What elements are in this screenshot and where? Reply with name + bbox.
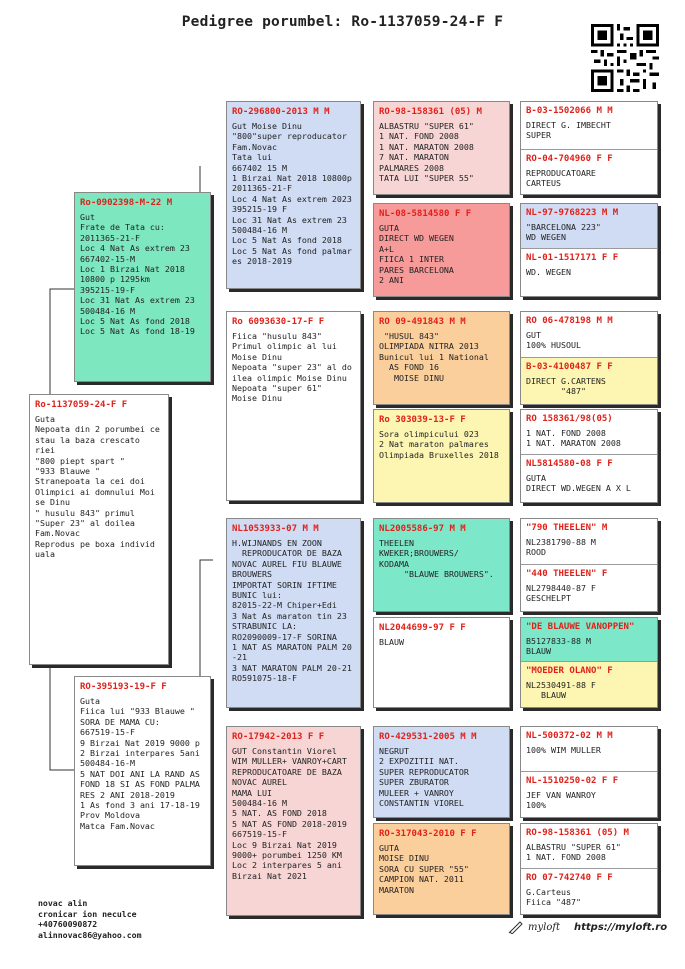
ring-number: RO-296800-2013 M M	[232, 107, 330, 117]
pigeon-card-sire-sire[interactable]	[226, 101, 361, 289]
pigeon-card-gen4-13[interactable]	[521, 727, 657, 771]
pigeon-notes: GUT Constantin Viorel WIM MULLER+ VANROY+CART REPRODUCATOARE DE BAZA NOVAC AUREL MAMA LUI 500484-16 M 5 NAT. AS FOND 2018 5 NAT AS FOND 2018-2019 667519-15-F Loc 9 Birzai Nat 2019 9000+ porumbei 1250 KM Loc 2 interpares 5 ani Birzai Nat 2021	[232, 746, 347, 881]
ring-number: RO-04-704960 F F	[526, 154, 613, 164]
ring-number: RO-98-158361 (05) M	[526, 828, 629, 838]
ring-number: NL2005586-97 M M	[379, 524, 466, 534]
pigeon-card-gen4-14[interactable]	[521, 771, 657, 818]
pen-icon	[508, 920, 524, 934]
ring-number: RO 09-491843 M M	[379, 317, 466, 327]
pigeon-card-gen4-11[interactable]	[521, 618, 657, 661]
pigeon-card-dam[interactable]	[74, 676, 211, 866]
qr-code	[591, 24, 659, 92]
pigeon-notes: ALBASTRU "SUPER 61" 1 NAT. FOND 2008	[526, 842, 621, 863]
pigeon-notes: Guta Fiica lui "933 Blauwe " SORA DE MAMA CU: 667519-15-F 9 Birzai Nat 2019 9000 p 2 Birzai interpares 5ani 500484-16-M 5 NAT DOI ANI LA RAND AS FOND 18 SI AS FOND PALMA RES 2 ANI 2018-2019 1 As fond 3 ani 17-18-19 Prov Moldova Matca Fam.Novac	[80, 696, 200, 831]
pigeon-card-gen4-6[interactable]	[521, 357, 657, 405]
pigeon-notes: DIRECT G. IMBECHT SUPER	[526, 120, 611, 141]
pigeon-card-sire-dam[interactable]	[226, 311, 361, 501]
pigeon-card-subject[interactable]	[29, 394, 169, 665]
pigeon-notes: "HUSUL 843" OLIMPIADA NITRA 2013 Bunicul lui 1 National AS FOND 16 MOISE DINU	[379, 331, 489, 383]
pigeon-notes: THEELEN KWEKER;BROUWERS/ KODAMA "BLAUWE BROUWERS".	[379, 538, 494, 580]
pigeon-notes: Guta Nepoata din 2 porumbei ce stau la baza crescato riei "800 piept spart " "933 Blauwe " Stranepoata la cei doi Olimpici ai domnului Moi se Dinu " husulu 843" primul "Super 23" al doilea Fam.Novac Reprodus pe boxa individ uala	[35, 414, 160, 560]
pigeon-card-gen3-7[interactable]	[373, 726, 510, 818]
pigeon-notes: Fiica "husulu 843" Primul olimpic al lui Moise Dinu Nepoata "super 23" al do ilea olimpic Moise Dinu Nepoata "super 61" Moise Dinu	[232, 331, 352, 404]
pigeon-notes: "BARCELONA 223" WD WEGEN	[526, 222, 601, 243]
ring-number: Ro-1137059-24-F F	[35, 400, 128, 410]
pigeon-card-sire[interactable]	[74, 192, 211, 382]
pigeon-card-gen3-5[interactable]	[373, 518, 510, 612]
page-title: Pedigree porumbel: Ro-1137059-24-F F	[181, 14, 504, 30]
ring-number: NL5814580-08 F F	[526, 459, 613, 469]
pigeon-notes: Gut Moise Dinu "800"super reproducator Fam.Novac Tata lui 667402 15 M 1 Birzai Nat 2018 10800p 2011365-21-F Loc 4 Nat As extrem 2023 395215-19 F Loc 31 Nat As extrem 23 500484-16 M Loc 5 Nat As fond 2018 Loc 5 Nat As fond palmar es 2018-2019	[232, 121, 352, 267]
pigeon-notes: NL2381790-88 M ROOD	[526, 537, 596, 558]
pigeon-notes: GUT 100% HUSOUL	[526, 330, 581, 351]
ring-number: "790 THEELEN" M	[526, 523, 608, 533]
pigeon-card-gen3-8[interactable]	[373, 823, 510, 915]
ring-number: NL-08-5814580 F F	[379, 209, 472, 219]
pigeon-notes: Gut Frate de Tata cu: 2011365-21-F Loc 4 Nat As extrem 23 667402-15-M Loc 1 Birzai Nat 2018 10800 p 1295km 395215-19-F Loc 31 Nat As extrem 23 500484-16 M Loc 5 Nat As fond 2018 Loc 5 Nat As fond 18-19	[80, 212, 195, 337]
pigeon-card-gen3-3[interactable]	[373, 311, 510, 405]
pigeon-notes: 1 NAT. FOND 2008 1 NAT. MARATON 2008	[526, 428, 621, 449]
brand-name: myloft	[528, 921, 561, 933]
ring-number: Ro 6093630-17-F F	[232, 317, 325, 327]
brand-logo	[508, 920, 560, 934]
ring-number: NL-500372-02 M M	[526, 731, 613, 741]
pigeon-card-gen4-10[interactable]	[521, 564, 657, 612]
pigeon-notes: 100% WIM MULLER	[526, 745, 601, 755]
pigeon-card-gen3-1[interactable]	[373, 101, 510, 195]
pigeon-notes: JEF VAN WANROY 100%	[526, 790, 596, 811]
pigeon-card-gen4-12[interactable]	[521, 661, 657, 708]
ring-number: "DE BLAUWE VANOPPEN"	[526, 622, 635, 632]
gen4-pair-3	[520, 311, 658, 405]
gen4-pair-1	[520, 101, 658, 195]
pigeon-notes: BLAUW	[379, 637, 404, 647]
pigeon-card-gen4-4[interactable]	[521, 248, 657, 297]
ring-number: RO-98-158361 (05) M	[379, 107, 482, 117]
pigeon-notes: Sora olimpicului 023 2 Nat maraton palmares Olimpiada Bruxelles 2018	[379, 429, 499, 460]
gen4-pair-6	[520, 617, 658, 708]
pigeon-notes: WD. WEGEN	[526, 267, 571, 277]
pigeon-card-dam-dam[interactable]	[226, 726, 361, 916]
ring-number: RO-429531-2005 M M	[379, 732, 477, 742]
pigeon-card-gen4-3[interactable]	[521, 204, 657, 248]
gen4-pair-2	[520, 203, 658, 297]
ring-number: Ro 303039-13-F F	[379, 415, 466, 425]
pigeon-card-gen4-2[interactable]	[521, 149, 657, 195]
ring-number: NL2044699-97 F F	[379, 623, 466, 633]
ring-number: NL1053933-07 M M	[232, 524, 319, 534]
ring-number: Ro-0902398-M-22 M	[80, 198, 173, 208]
ring-number: NL-97-9768223 M M	[526, 208, 619, 218]
pigeon-notes: GUTA DIRECT WD WEGEN A+L FIICA 1 INTER PARES BARCELONA 2 ANI	[379, 223, 454, 286]
pigeon-card-gen4-8[interactable]	[521, 454, 657, 503]
pigeon-card-gen4-15[interactable]	[521, 824, 657, 868]
gen4-pair-7	[520, 726, 658, 818]
pigeon-notes: NL2798440-87 F GESCHELPT	[526, 583, 596, 604]
gen4-pair-5	[520, 518, 658, 612]
ring-number: "440 THEELEN" F	[526, 569, 608, 579]
ring-number: RO 07-742740 F F	[526, 873, 613, 883]
pigeon-notes: DIRECT G.CARTENS "487"	[526, 376, 606, 397]
pigeon-notes: GUTA DIRECT WD.WEGEN A X L	[526, 473, 631, 494]
ring-number: B-03-1502066 M M	[526, 106, 613, 116]
pigeon-card-gen3-4[interactable]	[373, 409, 510, 503]
pigeon-notes: H.WIJNANDS EN ZOON REPRODUCATOR DE BAZA NOVAC AUREL FIU BLAUWE BROUWERS IMPORTAT SORIN IFTIME BUNIC lui: 82015-22-M Chiper+Edi 3 Nat As maraton tin 23 STRABUNIC LA: RO2090009-17-F SORINA 1 NAT AS MARATON PALM 20 -21 3 NAT MARATON PALM 20-21 RO591075-18-F	[232, 538, 352, 684]
pigeon-card-gen4-1[interactable]	[521, 102, 657, 149]
pigeon-notes: GUTA MOISE DINU SORA CU SUPER "55" CAMPION NAT. 2011 MARATON	[379, 843, 469, 895]
pigeon-card-gen4-5[interactable]	[521, 312, 657, 357]
pigeon-notes: ALBASTRU "SUPER 61" 1 NAT. FOND 2008 1 NAT. MARATON 2008 7 NAT. MARATON PALMARES 2008 TATA LUI "SUPER 55"	[379, 121, 474, 184]
pigeon-card-gen4-9[interactable]	[521, 519, 657, 564]
ring-number: RO-317043-2010 F F	[379, 829, 477, 839]
pigeon-notes: NEGRUT 2 EXPOZITII NAT. SUPER REPRODUCATOR SUPER ZBURATOR MULEER + VANROY CONSTANTIN VIOREL	[379, 746, 469, 809]
ring-number: NL-1510250-02 F F	[526, 776, 619, 786]
pigeon-card-gen4-16[interactable]	[521, 868, 657, 915]
pigeon-notes: G.Carteus Fiica "487"	[526, 887, 581, 908]
ring-number: RO-395193-19-F F	[80, 682, 167, 692]
website-link[interactable]: https://myloft.ro	[574, 922, 668, 933]
ring-number: RO 06-478198 M M	[526, 316, 613, 326]
pigeon-notes: B5127833-88 M BLAUW	[526, 636, 591, 657]
ring-number: RO 158361/98(05)	[526, 414, 613, 424]
gen4-pair-4	[520, 409, 658, 503]
ring-number: "MOEDER OLANO" F	[526, 666, 613, 676]
pigeon-card-gen3-6[interactable]	[373, 617, 510, 708]
ring-number: NL-01-1517171 F F	[526, 253, 619, 263]
pigeon-card-gen4-7[interactable]	[521, 410, 657, 454]
pigeon-card-gen3-2[interactable]	[373, 203, 510, 297]
gen4-pair-8	[520, 823, 658, 915]
pigeon-notes: REPRODUCATOARE CARTEUS	[526, 168, 596, 189]
pigeon-card-dam-sire[interactable]	[226, 518, 361, 708]
pigeon-notes: NL2530491-88 F BLAUW	[526, 680, 596, 701]
ring-number: RO-17942-2013 F F	[232, 732, 325, 742]
ring-number: B-03-4100487 F F	[526, 362, 613, 372]
owner-contact: novac alin cronicar ion neculce +40760090872 alinnovac86@yahoo.com	[38, 898, 142, 940]
